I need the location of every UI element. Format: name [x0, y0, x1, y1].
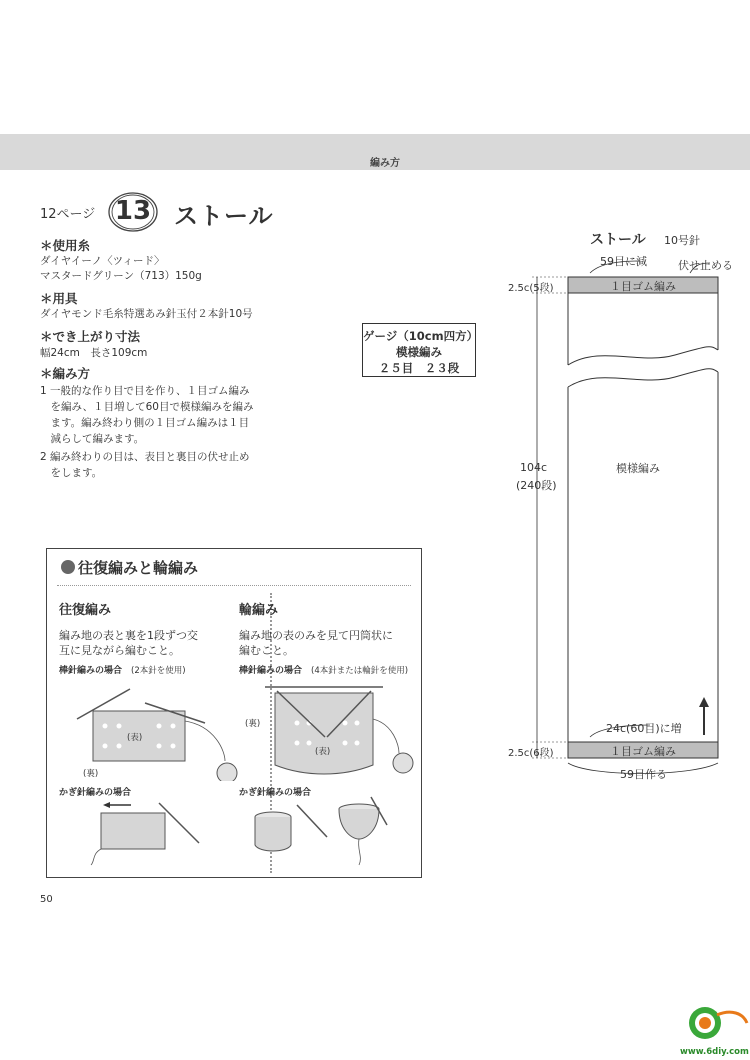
flat-needle-case: 棒針編みの場合: [59, 666, 123, 676]
flat-knit-desc: 互に見ながら編むこと。: [59, 644, 180, 657]
method-line: をします。: [40, 467, 103, 479]
bullet-icon: [61, 560, 75, 574]
round-knit-desc: 編むこと。: [239, 644, 294, 657]
round-front-label: (表): [315, 747, 331, 757]
round-crochet-case: かぎ針編みの場合: [239, 788, 312, 798]
bind-off-label: 伏せ止める: [678, 259, 733, 272]
stole-drawing: [490, 225, 750, 790]
method-line: を編み、１目増して60目で模様編みを編み: [40, 401, 254, 413]
round-back-label: (裏): [245, 719, 261, 729]
cast-on-label: 59目作る: [620, 768, 667, 781]
site-url: www.6diy.com: [680, 1047, 749, 1057]
round-knit-heading: 輪編み: [239, 603, 279, 618]
round-crochet-illustration: [247, 795, 397, 871]
tools-line: ダイヤモンド毛糸特選あみ針玉付２本針10号: [40, 308, 253, 320]
stole-diagram: [490, 225, 750, 790]
page-reference: 12ページ: [40, 207, 96, 222]
round-needle-note: (4本針または輪針を使用): [311, 666, 409, 676]
flat-crochet-case: かぎ針編みの場合: [59, 788, 132, 798]
info-box: [46, 548, 422, 878]
body-pattern-label: 模様編み: [616, 462, 660, 475]
method-line: ます。編み終わり側の１目ゴム編みは１目: [40, 417, 250, 429]
round-knit-desc: 編み地の表のみを見て円筒状に: [239, 629, 393, 642]
flat-front-label: (表): [127, 733, 143, 743]
top-rib-height: 2.5c(5段): [508, 283, 554, 294]
length-label: 104c: [520, 461, 548, 474]
increase-label: 24c(60目)に増: [606, 722, 682, 735]
method-line: 1 一般的な作り目で目を作り、１目ゴム編み: [40, 385, 250, 397]
length-rows-label: (240段): [516, 479, 557, 492]
gauge-title: ゲージ（10cm四方）: [363, 329, 479, 343]
flat-knit-desc: 編み地の表と裏を1段ずつ交: [59, 629, 198, 642]
flat-back-label: (裏): [83, 769, 99, 779]
round-knitting-illustration: [253, 679, 421, 783]
pattern-title: ストール: [174, 202, 274, 230]
method-line: 2 編み終わりの目は、表目と裏目の伏せ止め: [40, 451, 250, 463]
gauge-box: [362, 323, 479, 377]
info-box-title: 往復編みと輪編み: [61, 557, 198, 578]
size-line: 幅24cm 長さ109cm: [40, 347, 148, 359]
gauge-pattern: 模様編み: [396, 345, 442, 359]
method-heading: ＊編み方: [40, 366, 91, 381]
flat-knit-heading: 往復編み: [59, 603, 112, 618]
diagram-needle: 10号針: [664, 234, 700, 247]
tools-heading: ＊用具: [40, 291, 78, 306]
pattern-number: 13: [114, 196, 152, 226]
diagram-title: ストール: [590, 232, 646, 248]
size-heading: ＊でき上がり寸法: [40, 329, 141, 344]
info-box-divider: [57, 585, 411, 586]
bottom-rib-height: 2.5c(6段): [508, 748, 554, 759]
flat-knitting-illustration: [75, 681, 245, 781]
yarn-heading: ＊使用糸: [40, 238, 91, 253]
flat-crochet-illustration: [87, 799, 227, 869]
flat-needle-note: (2本針を使用): [131, 666, 186, 676]
gauge-values: ２５目 ２３段: [378, 361, 460, 375]
bottom-rib-label: １目ゴム編み: [610, 745, 676, 758]
round-needle-case: 棒針編みの場合: [239, 666, 303, 676]
method-line: 減らして編みます。: [40, 433, 145, 445]
yarn-line: マスタードグリーン（713）150g: [40, 270, 202, 282]
yarn-line: ダイヤイーノ〈ツィード〉: [40, 255, 165, 267]
page-number: 50: [40, 894, 53, 905]
header-title: 編み方: [370, 158, 400, 169]
top-rib-label: １目ゴム編み: [610, 280, 676, 293]
top-decrease-label: 59目に減: [600, 255, 647, 268]
